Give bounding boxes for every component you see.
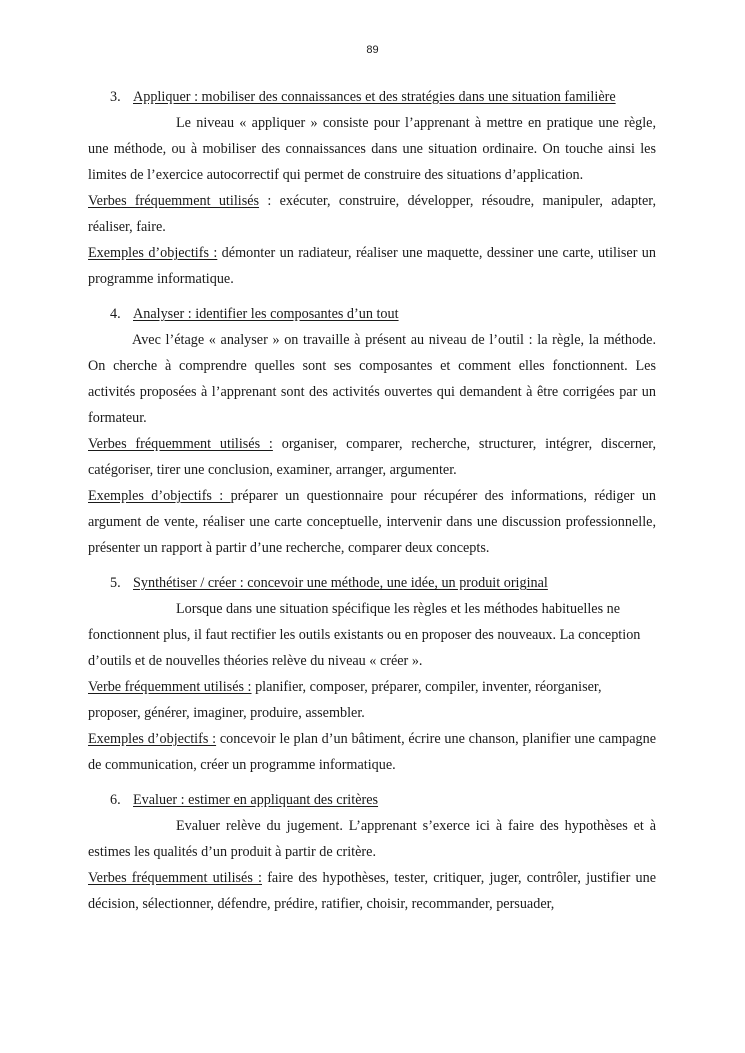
section-paragraph: Lorsque dans une situation spécifique les règles et les méthodes habituelles ne fonctionnent plus, il faut rectifier les outils existants ou en proposer des nouveaux. La conception d’outils et de nouvelles théories relève du niveau « créer ». <box>88 601 641 669</box>
document-body <box>88 84 656 926</box>
section-appliquer <box>88 84 656 292</box>
section-number: 5. <box>110 575 121 591</box>
section-analyser <box>88 301 656 561</box>
verbs-label: Verbe fréquemment utilisés : <box>88 679 252 695</box>
examples-text: concevoir le plan d’un bâtiment, écrire une chanson, planifier une campagne de communication, créer un programme informatique. <box>88 731 656 773</box>
section-synthetiser <box>88 570 656 778</box>
section-paragraph: Avec l’étage « analyser » on travaille à présent au niveau de l’outil : la règle, la méthode. On cherche à comprendre quelles sont ses composantes et comment elles fonctionnent. Les activités proposées à l’apprenant sont des activités ouvertes qui demandent à être corrigées par un formateur. <box>88 332 656 426</box>
examples-text: démonter un radiateur, réaliser une maquette, dessiner une carte, utiliser un programme informatique. <box>88 245 656 287</box>
section-title: Appliquer : mobiliser des connaissances et des stratégies dans une situation familière <box>133 89 616 105</box>
verbs-text: organiser, comparer, recherche, structurer, intégrer, discerner, catégoriser, tirer une conclusion, examiner, arranger, argumenter. <box>88 436 657 478</box>
verbs-line <box>88 865 656 917</box>
verbs-line <box>88 188 656 240</box>
section-evaluer <box>88 787 656 917</box>
verbs-text: : exécuter, construire, développer, résoudre, manipuler, adapter, réaliser, faire. <box>88 193 656 235</box>
section-title: Evaluer : estimer en appliquant des critères <box>133 792 379 808</box>
verbs-label: Verbes fréquemment utilisés <box>88 193 260 209</box>
verbs-text: faire des hypothèses, tester, critiquer, juger, contrôler, justifier une décision, sélectionner, défendre, prédire, ratifier, choisir, recommander, persuader, <box>88 870 656 912</box>
examples-label: Exemples d’objectifs : <box>88 731 217 747</box>
examples-line <box>88 240 656 292</box>
section-heading <box>88 787 656 813</box>
verbs-label: Verbes fréquemment utilisés : <box>88 436 273 452</box>
examples-text: préparer un questionnaire pour récupérer des informations, rédiger un argument de vente, réaliser une carte conceptuelle, intervenir dans une discussion professionnelle, présenter un rapport à partir d’une recherche, comparer deux concepts. <box>88 488 657 556</box>
section-paragraph: Le niveau « appliquer » consiste pour l’apprenant à mettre en pratique une règle, une méthode, ou à mobiliser des connaissances dans une situation ordinaire. On touche ainsi les limites de l’exercice autocorrectif qui permet de construire des situations d’application. <box>88 115 656 183</box>
section-paragraph: Evaluer relève du jugement. L’apprenant s’exerce ici à faire des hypothèses et à estimes les qualités d’un produit à partir de critère. <box>88 818 656 860</box>
section-heading <box>88 84 656 110</box>
examples-label: Exemples d’objectifs : <box>88 488 231 504</box>
section-title: Synthétiser / créer : concevoir une méthode, une idée, un produit original <box>133 575 548 591</box>
section-number: 4. <box>110 306 121 322</box>
examples-line <box>88 726 656 778</box>
verbs-line <box>88 674 656 726</box>
section-heading <box>88 570 656 596</box>
section-number: 6. <box>110 792 121 808</box>
page-number: 89 <box>366 44 379 56</box>
verbs-text: planifier, composer, préparer, compiler, inventer, réorganiser, proposer, générer, imaginer, produire, assembler. <box>88 679 602 721</box>
section-heading <box>88 301 656 327</box>
examples-label: Exemples d’objectifs : <box>88 245 218 261</box>
verbs-line <box>88 431 656 483</box>
section-number: 3. <box>110 89 121 105</box>
verbs-label: Verbes fréquemment utilisés : <box>88 870 262 886</box>
section-title: Analyser : identifier les composantes d’un tout <box>133 306 399 322</box>
examples-line <box>88 483 656 561</box>
